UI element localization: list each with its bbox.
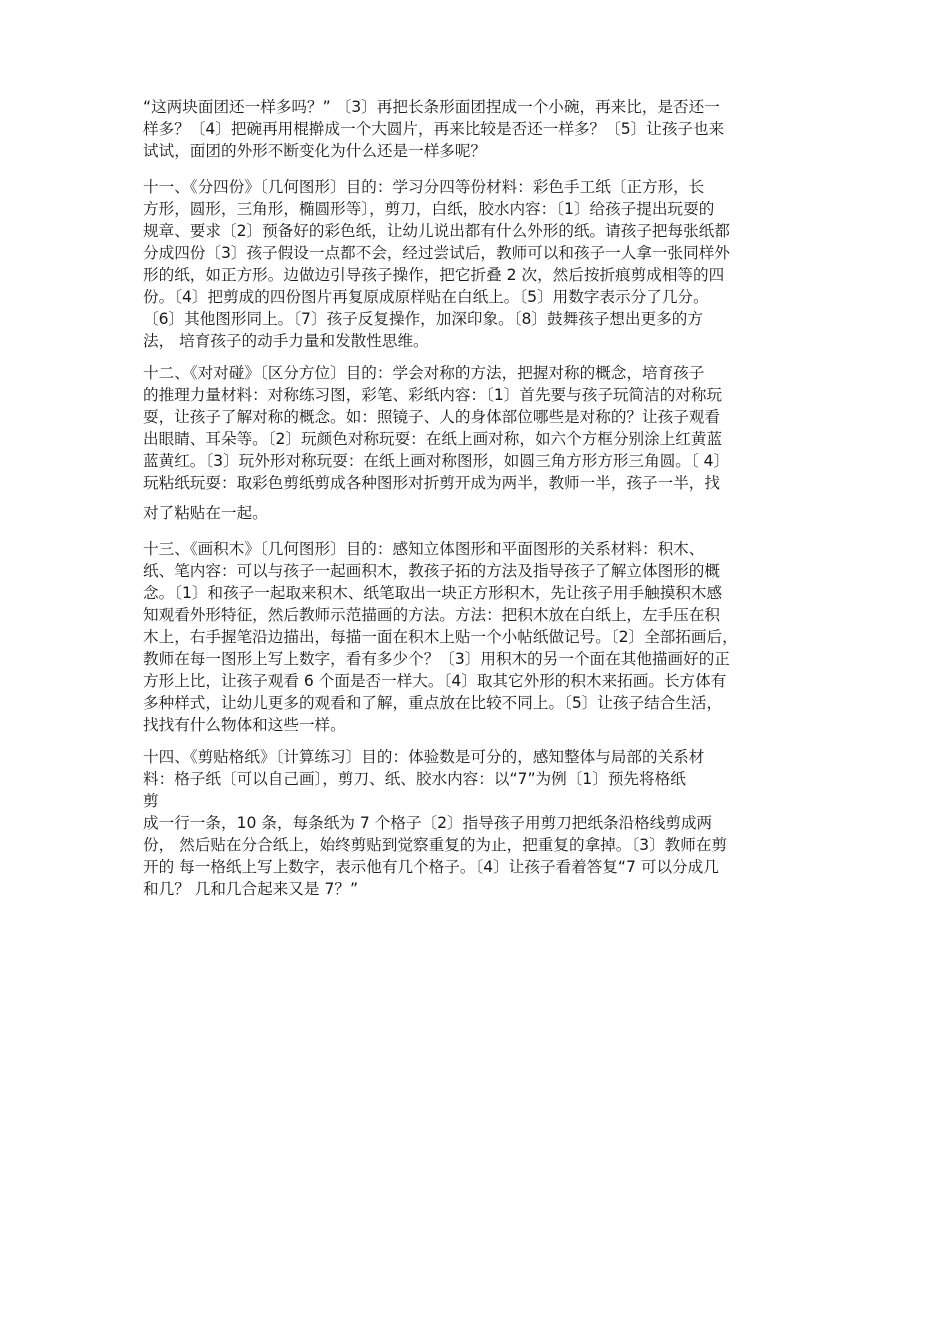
- text-line: 法， 培育孩子的动手力量和发散性思维。: [143, 332, 429, 350]
- text-line: 知观看外形特征，然后教师示范描画的方法。方法：把积木放在白纸上，左手压在积: [143, 606, 720, 624]
- text-line: 纸、笔内容：可以与孩子一起画积木，教孩子拓的方法及指导孩子了解立体图形的概: [143, 562, 720, 580]
- paragraph-section-11-divide-four: [143, 176, 823, 352]
- paragraph-section-13-draw-blocks: [143, 538, 823, 736]
- text-line: 规章、要求〔2〕预备好的彩色纸，让幼儿说出都有什么外形的纸。请孩子把每张纸都: [143, 222, 730, 240]
- text-line: 多种样式，让幼儿更多的观看和了解，重点放在比较不同上。〔5〕让孩子结合生活，: [143, 694, 723, 712]
- text-line: 对了粘贴在一起。: [143, 504, 268, 522]
- text-line: 十三、《画积木》〔几何图形〕目的：感知立体图形和平面图形的关系材料：积木、: [143, 540, 705, 558]
- text-line: 〔6〕其他图形同上。〔7〕孩子反复操作，加深印象。〔8〕鼓舞孩子想出更多的方: [143, 310, 703, 328]
- text-line: 的推理力量材料：对称练习图，彩笔、彩纸内容：〔1〕首先要与孩子玩简洁的对称玩: [143, 386, 723, 404]
- text-line: 念。〔1〕和孩子一起取来积木、纸笔取出一块正方形积木，先让孩子用手触摸积木感: [143, 584, 723, 602]
- text-line: 方形上比，让孩子观看 6 个面是否一样大。〔4〕取其它外形的积木来拓画。长方体有: [143, 672, 727, 690]
- text-line: 十一、《分四份》〔几何图形〕目的：学习分四等份材料：彩色手工纸〔正方形，长: [143, 178, 705, 196]
- text-line: 找找有什么物体和这些一样。: [143, 716, 346, 734]
- text-line: 十四、《剪贴格纸》〔计算练习〕目的：体验数是可分的，感知整体与局部的关系材: [143, 748, 705, 766]
- text-line: “这两块面团还一样多吗？” 〔3〕再把长条形面团捏成一个小碗，再来比，是否还一: [143, 98, 720, 116]
- text-line: 分成四份〔3〕孩子假设一点都不会，经过尝试后，教师可以和孩子一人拿一张同样外: [143, 244, 730, 262]
- text-line: 玩粘纸玩耍：取彩色剪纸剪成各种图形对折剪开成为两半，教师一半，孩子一半，找: [143, 474, 720, 492]
- text-line: 试试，面团的外形不断变化为什么还是一样多呢？: [143, 142, 487, 160]
- text-line: 和几？ 几和几合起来又是 7？”: [143, 880, 359, 898]
- text-line: 出眼睛、耳朵等。〔2〕玩颜色对称玩耍：在纸上画对称，如六个方框分别涂上红黄蓝: [143, 430, 723, 448]
- text-line: 教师在每一图形上写上数字，看有多少个？〔3〕用积木的另一个面在其他描画好的正: [143, 650, 730, 668]
- text-line: 十二、《对对碰》〔区分方位〕目的：学会对称的方法，把握对称的概念，培育孩子: [143, 364, 705, 382]
- text-line: 木上，右手握笔沿边描出，每描一面在积木上贴一个小帖纸做记号。〔2〕全部拓画后，: [143, 628, 738, 646]
- paragraph-section-12-symmetry: [143, 362, 823, 524]
- paragraph-dough-comparison: [143, 96, 823, 162]
- text-line: 份。〔4〕把剪成的四份图片再复原成原样贴在白纸上。〔5〕用数字表示分了几分。: [143, 288, 709, 306]
- text-line: 开的 每一格纸上写上数字，表示他有几个格子。〔4〕让孩子看着答复“7 可以分成几: [143, 858, 719, 876]
- text-line: 方形，圆形，三角形，椭圆形等〕，剪刀，白纸，胶水内容：〔1〕给孩子提出玩耍的: [143, 200, 715, 218]
- text-line: 份， 然后贴在分合纸上，始终剪贴到觉察重复的为止，把重复的拿掉。〔3〕教师在剪: [143, 836, 728, 854]
- text-line: 料：格子纸〔可以自己画〕，剪刀、纸、胶水内容：以“7”为例〔1〕预先将格纸: [143, 770, 686, 788]
- text-line: 成一行一条，10 条，每条纸为 7 个格子〔2〕指导孩子用剪刀把纸条沿格线剪成两: [143, 814, 713, 832]
- text-line: 耍，让孩子了解对称的概念。如：照镜子、人的身体部位哪些是对称的？让孩子观看: [143, 408, 720, 426]
- text-line: 样多？〔4〕把碗再用棍擀成一个大圆片，再来比较是否还一样多？〔5〕让孩子也来: [143, 120, 725, 138]
- text-line: 形的纸，如正方形。边做边引导孩子操作，把它折叠 2 次，然后按折痕剪成相等的四: [143, 266, 725, 284]
- paragraph-section-14-cut-grid-paper: [143, 746, 823, 900]
- text-line: 蓝黄红。〔3〕玩外形对称玩耍：在纸上画对称图形，如圆三角方形方形三角圆。〔 4〕: [143, 452, 730, 470]
- text-line: 剪: [143, 792, 159, 810]
